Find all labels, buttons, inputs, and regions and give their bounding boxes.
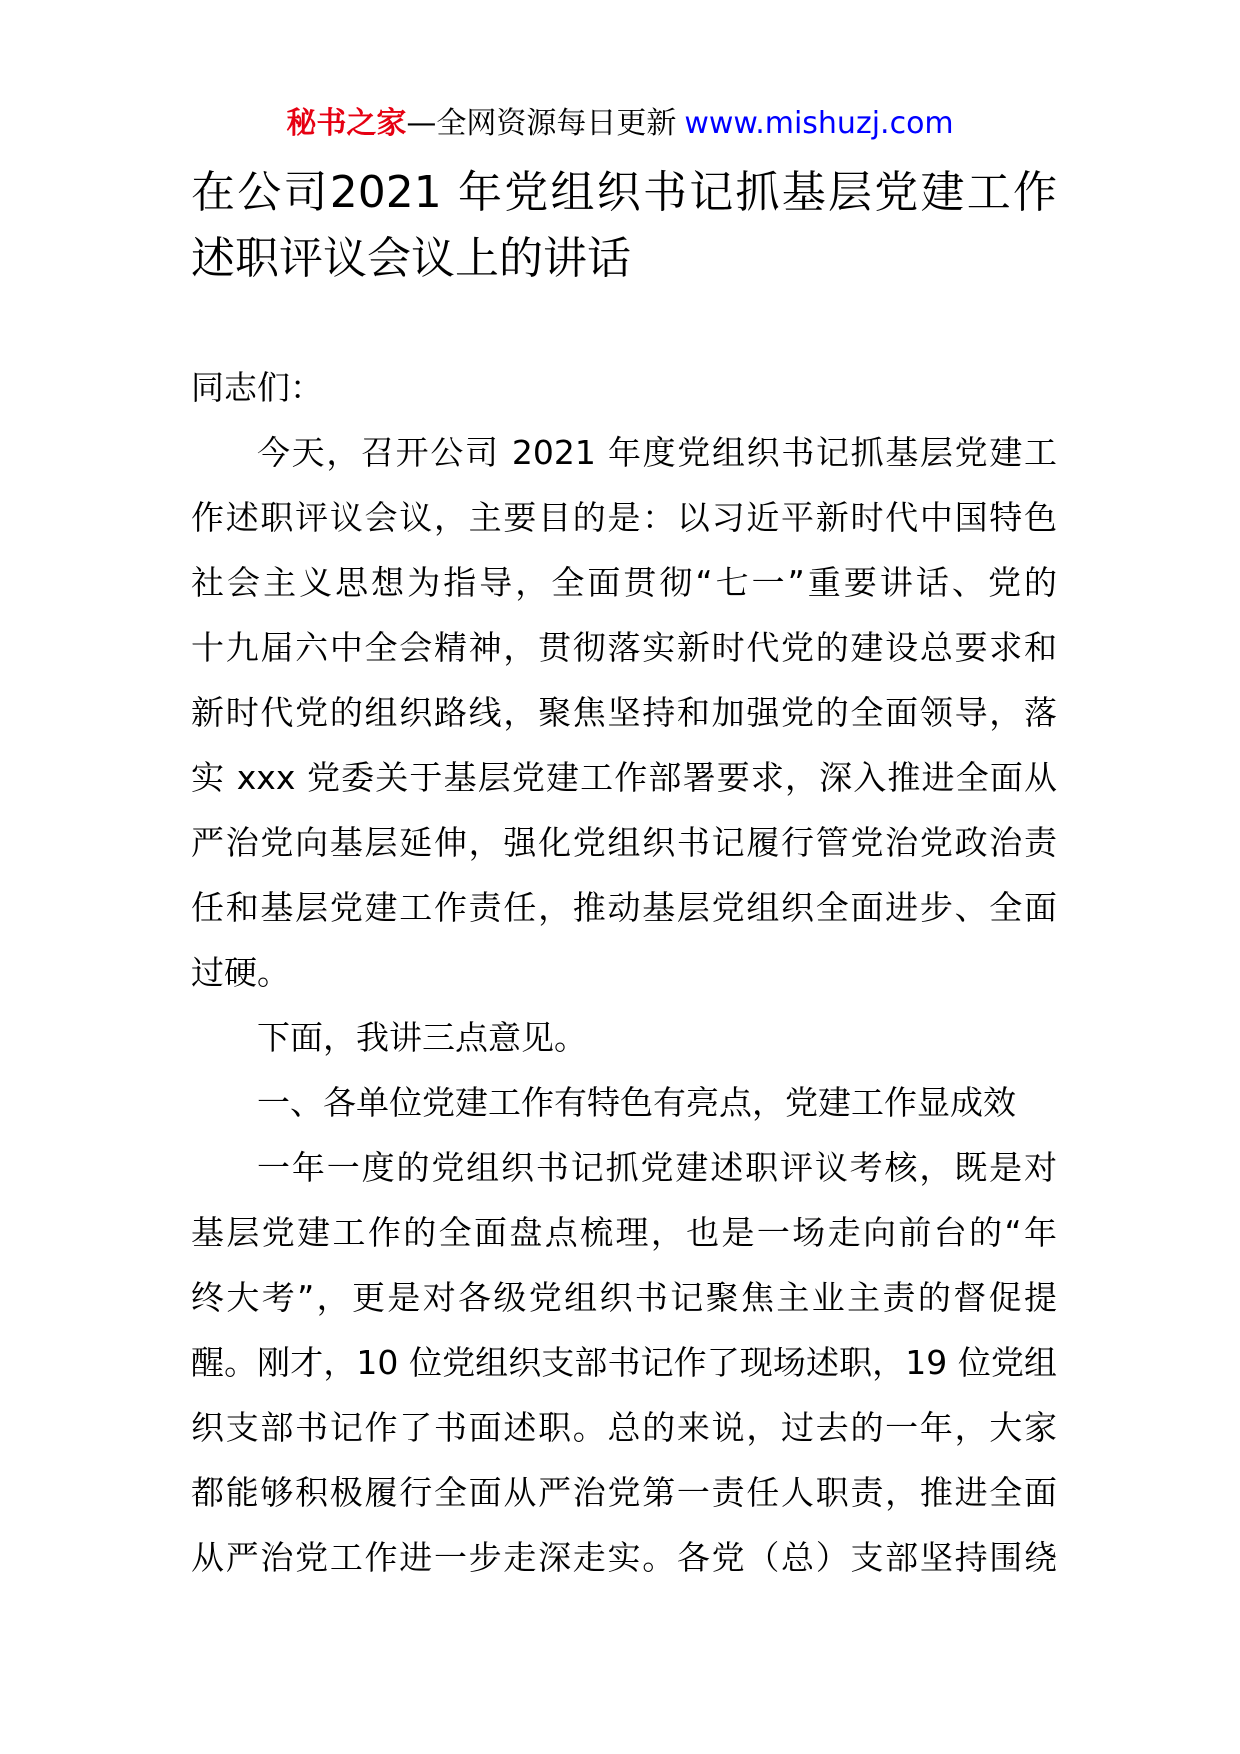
- body-line: 实 xxx 党委关于基层党建工作部署要求，深入推进全面从: [191, 758, 1057, 797]
- body-line: 都能够积极履行全面从严治党第一责任人职责，推进全面: [191, 1473, 1057, 1512]
- title-line: 在公司2021 年党组织书记抓基层党建工作: [191, 167, 1057, 218]
- body-line: 作述职评议会议，主要目的是：以习近平新时代中国特色: [191, 498, 1057, 537]
- salutation: 同志们：: [191, 368, 323, 407]
- site-brand: 秘书之家: [286, 106, 407, 141]
- document-title: [191, 160, 1057, 292]
- body-line: 严治党向基层延伸，强化党组织书记履行管党治党政治责: [191, 823, 1057, 862]
- body-line: 一年一度的党组织书记抓党建述职评议考核，既是对: [257, 1148, 1057, 1187]
- site-tagline: —全网资源每日更新: [406, 106, 677, 141]
- paragraph-opening: [191, 420, 1057, 1005]
- body-line: 十九届六中全会精神，贯彻落实新时代党的建设总要求和: [191, 628, 1057, 667]
- paragraph-transition: [191, 1005, 1057, 1070]
- document-body: [191, 355, 1057, 1590]
- section-heading-line: 一、各单位党建工作有特色有亮点，党建工作显成效: [257, 1083, 1016, 1122]
- paragraph-section-one: [191, 1135, 1057, 1590]
- body-line: 任和基层党建工作责任，推动基层党组织全面进步、全面: [191, 888, 1057, 927]
- body-line: 新时代党的组织路线，聚焦坚持和加强党的全面领导，落: [191, 693, 1057, 732]
- body-line: 下面，我讲三点意见。: [257, 1018, 587, 1057]
- body-line: 醒。刚才，10 位党组织支部书记作了现场述职，19 位党组: [191, 1343, 1057, 1382]
- body-line: 基层党建工作的全面盘点梳理，也是一场走向前台的“年: [191, 1213, 1057, 1252]
- site-banner: [0, 105, 1240, 143]
- title-line: 述职评议会议上的讲话: [191, 233, 631, 284]
- section-heading: [191, 1070, 1057, 1135]
- body-line: 社会主义思想为指导，全面贯彻“七一”重要讲话、党的: [191, 563, 1057, 602]
- body-line: 过硬。: [191, 953, 290, 992]
- site-url: www.mishuzj.com: [684, 106, 954, 141]
- body-line: 织支部书记作了书面述职。总的来说，过去的一年，大家: [191, 1408, 1057, 1447]
- body-line: 终大考”，更是对各级党组织书记聚焦主业主责的督促提: [191, 1278, 1057, 1317]
- body-line: 今天，召开公司 2021 年度党组织书记抓基层党建工: [257, 433, 1057, 472]
- body-line: 从严治党工作进一步走深走实。各党（总）支部坚持围绕: [191, 1538, 1057, 1577]
